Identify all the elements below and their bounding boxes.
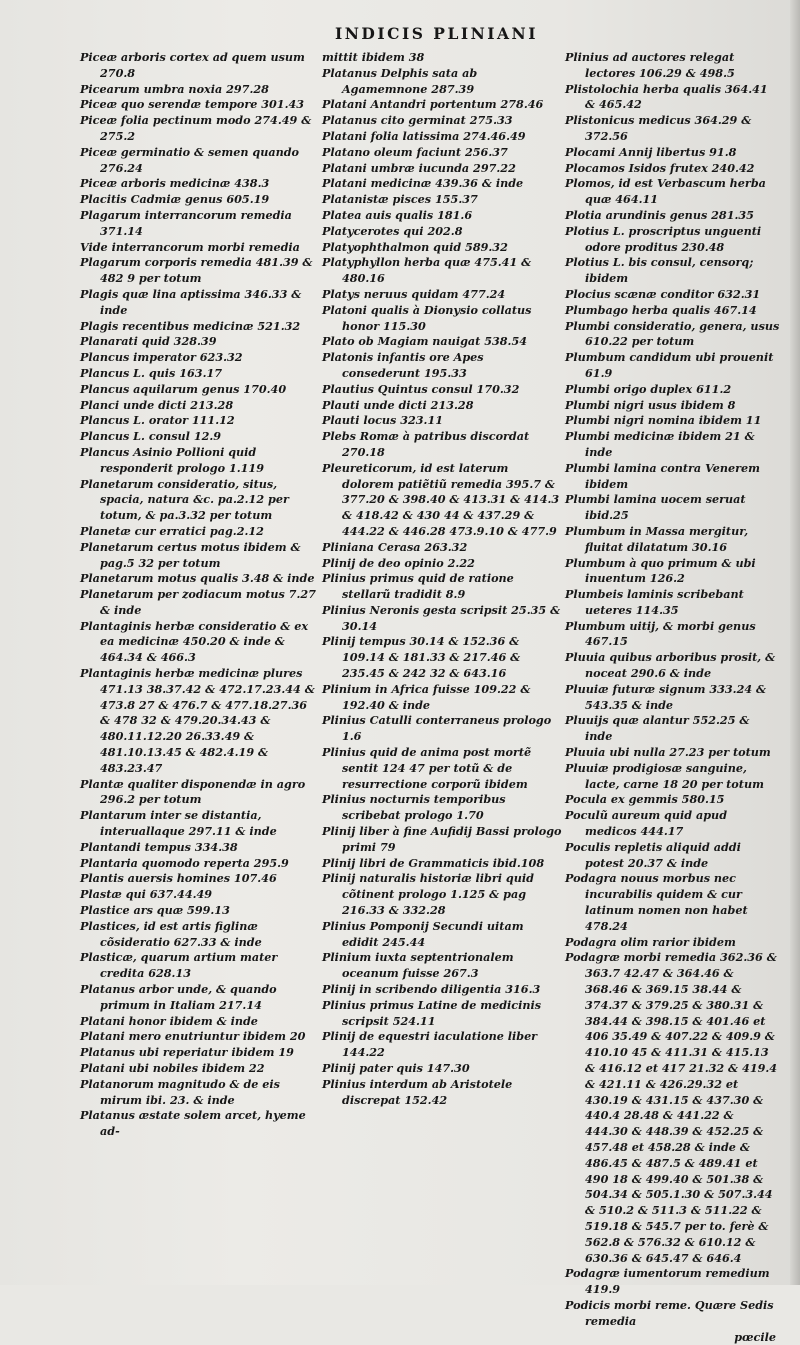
index-entry: Plotius L. bis consul, censorq; ibidem	[565, 255, 754, 286]
index-entry: Planarati quid 328.39	[80, 334, 217, 349]
index-entry: Pluuia ubi nulla 27.23 per totum	[565, 745, 771, 760]
index-entry: Planci unde dicti 213.28	[80, 397, 234, 412]
index-entry: Plinius nocturnis temporibus scribebat prologo 1.70	[322, 792, 506, 823]
index-entry: Plinij pater quis 147.30	[322, 1061, 470, 1075]
index-entry: Pliniana Cerasa 263.32	[322, 539, 468, 554]
page-edge	[790, 0, 800, 1285]
index-entry: Poculis repletis aliquid addi potest 20.37 & inde	[565, 839, 741, 870]
index-entry: Platyphyllon herba quæ 475.41 & 480.16	[322, 255, 532, 286]
index-entry: Pocula ex gemmis 580.15	[565, 792, 725, 807]
index-entry: Plumbi lamina uocem seruat ibid.25	[565, 492, 746, 523]
index-entry: Plebs Romæ à patribus discordat 270.18	[322, 429, 530, 459]
index-entry: Plotius L. proscriptus unguenti odore proditus 230.48	[565, 223, 762, 254]
index-entry: Plumbi lamina contra Venerem ibidem	[565, 460, 760, 491]
index-entry: Placitis Cadmiæ genus 605.19	[80, 192, 270, 207]
index-entry: Plinius primus Latine de medicinis scripsit 524.11	[322, 997, 542, 1028]
index-entry: Planetarum certus motus ibidem & pag.5 32 per totum	[80, 539, 301, 570]
index-entry: Plinij de deo opinio 2.22	[322, 555, 475, 570]
index-entry: Plistolochia herba qualis 364.41 & 465.42	[565, 81, 768, 112]
index-entry: Plautius Quintus consul 170.32	[322, 381, 520, 396]
index-entry: Planetæ cur erratici pag.2.12	[80, 523, 264, 538]
index-entry: Plato ob Magiam nauigat 538.54	[322, 334, 528, 349]
index-entry: Plumbum uitij, & morbi genus 467.15	[565, 618, 756, 649]
index-entry: Vide interrancorum morbi remedia	[80, 239, 300, 254]
index-entry: Platea auis qualis 181.6	[322, 207, 473, 222]
index-entry: Plancus L. orator 111.12	[80, 413, 235, 428]
index-entry: Platani Antandri portentum 278.46	[322, 97, 544, 112]
index-entry: Plasticæ, quarum artium mater credita 628.13	[80, 950, 278, 981]
index-entry: Plumbi nigri usus ibidem 8	[565, 397, 736, 412]
index-entry: mittit ibidem 38	[322, 50, 425, 64]
index-entry: Podagra olim rarior ibidem	[565, 934, 736, 949]
index-entry: Plumbi origo duplex 611.2	[565, 381, 732, 396]
index-entry: Plauti unde dicti 213.28	[322, 397, 474, 412]
index-entry: Platycerotes qui 202.8	[322, 223, 463, 238]
index-entry: Platani medicinæ 439.36 & inde	[322, 176, 524, 191]
index-column-1	[80, 50, 318, 1140]
index-entry: Plumbeis laminis scribebant ueteres 114.35	[565, 587, 744, 617]
index-entry: Plantaginis herbæ medicinæ plures 471.13 38.37.42 & 472.17.23.44 & 473.8 27 & 476.7 & 477.18.27.36 & 478 32 & 479.20.34.43 & 480.11.12.20 26.33.49 & 481.10.13.45 & 482.4.19 & 483.23.47	[80, 666, 315, 775]
index-entry: Picearum umbra noxia 297.28	[80, 81, 269, 96]
index-entry: Platys neruus quidam 477.24	[322, 286, 506, 301]
index-entry: Platanistæ pisces 155.37	[322, 192, 478, 207]
index-entry: Planetarum motus qualis 3.48 & inde	[80, 571, 315, 586]
index-entry: Plinij libri de Grammaticis ibid.108	[322, 855, 545, 870]
index-entry: Pluuiæ futuræ signum 333.24 & 543.35 & inde	[565, 681, 767, 712]
index-entry: Piceæ germinatio & semen quando 276.24	[80, 144, 300, 175]
index-entry: Plotia arundinis genus 281.35	[565, 207, 754, 222]
index-entry: Plancus L. quis 163.17	[80, 365, 223, 380]
index-entry: Piceæ folia pectinum modo 274.49 & 275.2	[80, 113, 312, 143]
index-entry: Pluuia quibus arboribus prosit, & noceat 290.6 & inde	[565, 650, 776, 681]
index-entry: Plancus imperator 623.32	[80, 350, 243, 365]
index-entry: Platanus arbor unde, & quando primum in Italiam 217.14	[80, 982, 277, 1012]
index-entry: Platanus æstate solem arcet, hyeme ad-	[80, 1108, 306, 1139]
index-entry: Plocius scænæ conditor 632.31	[565, 286, 761, 301]
index-entry: Plantis auersis homines 107.46	[80, 871, 277, 886]
index-entry: Platanus ubi reperiatur ibidem 19	[80, 1045, 294, 1060]
index-entry: Plinius Pomponij Secundi uitam edidit 245.44	[322, 918, 524, 949]
index-entry: Plomos, id est Verbascum herba quæ 464.11	[565, 176, 766, 207]
index-entry: Platani mero enutriuntur ibidem 20	[80, 1029, 306, 1044]
index-entry: Platani umbræ iucunda 297.22	[322, 160, 516, 175]
index-entry: Plagarum corporis remedia 481.39 & 482 9 per totum	[80, 255, 313, 286]
index-entry: Podagræ morbi remedia 362.36 & 363.7 42.47 & 364.46 & 368.46 & 369.15 38.44 & 374.37 & 379.25 & 380.31 & 384.44 & 398.15 & 401.46 et 406 35.49 & 407.22 & 409.9 & 410.10 45 & 411.31 & 415.13 & 416.12 et 417 21.32 & 419.4 & 421.11 & 426.29.32 et 430.19 & 431.15 & 437.30 & 440.4 28.48 & 441.22 & 444.30 & 448.39 & 452.25 & 457.48 et 458.28 & inde & 486.45 & 487.5 & 489.41 et 490 18 & 499.40 & 501.38 & 504.34 & 505.1.30 & 507.3.44 & 510.2 & 511.3 & 511.22 & 519.18 & 545.7 per to. ferè & 562.8 & 576.32 & 610.12 & 630.36 & 645.47 & 646.4	[565, 950, 778, 1265]
index-entry: Plumbum candidum ubi prouenit 61.9	[565, 350, 774, 380]
index-entry: Plastices, id est artis figlinæ cõsideratio 627.33 & inde	[80, 918, 262, 949]
index-entry: Platano oleum faciunt 256.37	[322, 144, 508, 159]
index-entry: Platonis infantis ore Apes consederunt 195.33	[322, 350, 484, 380]
index-entry: Platani ubi nobiles ibidem 22	[80, 1061, 265, 1075]
index-entry: Plantarum inter se distantia, interuallaque 297.11 & inde	[80, 808, 277, 839]
index-entry: Plancus aquilarum genus 170.40	[80, 381, 287, 396]
index-entry: Plinius quid de anima post mortẽ sentit 124 47 per totũ & de resurrectione corporũ ibidem	[322, 745, 532, 791]
index-entry: Plinij tempus 30.14 & 152.36 & 109.14 & 181.33 & 217.46 & 235.45 & 242 32 & 643.16	[322, 634, 521, 681]
running-head: INDICIS PLINIANI	[335, 24, 538, 43]
index-entry: Plantaria quomodo reperta 295.9	[80, 855, 289, 870]
index-entry: Plauti locus 323.11	[322, 413, 444, 428]
index-entry: Piceæ arboris medicinæ 438.3	[80, 176, 270, 191]
index-entry: pœcile	[734, 1329, 776, 1344]
index-entry: Plastice ars quæ 599.13	[80, 903, 230, 918]
index-entry: Plancus Asinio Pollioni quid responderit prologo 1.119	[80, 444, 264, 475]
index-entry: Podagra nouus morbus nec incurabilis quidem & cur latinum nomen non habet 478.24	[565, 871, 748, 933]
index-entry: Podagræ iumentorum remedium 419.9	[565, 1266, 770, 1297]
index-entry: Plumbi nigri nomina ibidem 11	[565, 413, 762, 428]
index-entry: Piceæ quo serendæ tempore 301.43	[80, 97, 305, 112]
index-entry: Platani folia latissima 274.46.49	[322, 128, 526, 143]
index-entry: Plinij de equestri iaculatione liber 144.22	[322, 1029, 538, 1060]
index-entry: Piceæ arboris cortex ad quem usum 270.8	[80, 50, 305, 80]
index-entry: Platanus cito germinat 275.33	[322, 113, 513, 128]
index-entry: Platyophthalmon quid 589.32	[322, 239, 508, 254]
index-entry: Plinij naturalis historiæ libri quid cõtinent prologo 1.125 & pag 216.33 & 332.28	[322, 871, 534, 918]
index-entry: Plinij in scribendo diligentia 316.3	[322, 982, 541, 997]
index-entry: Plumbago herba qualis 467.14	[565, 302, 757, 317]
index-entry: Poculũ aureum quid apud medicos 444.17	[565, 808, 728, 839]
index-entry: Plinium iuxta septentrionalem oceanum fuisse 267.3	[322, 950, 514, 981]
index-entry: Platanorum magnitudo & de eis mirum ibi. 23. & inde	[80, 1076, 280, 1107]
index-entry: Plumbum à quo primum & ubi inuentum 126.2	[565, 555, 756, 586]
index-entry: Planetarum per zodiacum motus 7.27 & inde	[80, 587, 316, 617]
index-entry: Plantandi tempus 334.38	[80, 839, 238, 854]
index-entry: Platoni qualis à Dionysio collatus honor 115.30	[322, 302, 532, 333]
index-entry: Plocami Annij libertus 91.8	[565, 144, 737, 159]
index-entry: Plantaginis herbæ consideratio & ex ea medicinæ 450.20 & inde & 464.34 & 466.3	[80, 618, 308, 665]
index-entry: Pluuiæ prodigiosæ sanguine, lacte, carne 18 20 per totum	[565, 760, 764, 791]
index-entry: Plantæ qualiter disponendæ in agro 296.2 per totum	[80, 776, 306, 807]
index-entry: Pluuijs quæ alantur 552.25 & inde	[565, 713, 750, 744]
index-column-2	[322, 50, 562, 1108]
index-entry: Platanus Delphis sata ab Agamemnone 287.39	[322, 65, 478, 96]
index-entry: Plagarum interrancorum remedia 371.14	[80, 207, 292, 238]
index-entry: Plinius primus quid de ratione stellarũ tradidit 8.9	[322, 571, 514, 602]
index-entry: Plancus L. consul 12.9	[80, 429, 222, 444]
index-entry: Plumbi consideratio, genera, usus 610.22 per totum	[565, 318, 780, 349]
index-entry: Platani honor ibidem & inde	[80, 1013, 258, 1028]
index-entry: Plinium in Africa fuisse 109.22 & 192.40 & inde	[322, 681, 531, 712]
index-entry: Plinius ad auctores relegat lectores 106.29 & 498.5	[565, 50, 735, 80]
index-entry: Plistonicus medicus 364.29 & 372.56	[565, 113, 752, 143]
index-column-3	[565, 50, 780, 1345]
index-entry: Plinius interdum ab Aristotele discrepat 152.42	[322, 1076, 513, 1107]
index-entry: Planetarum consideratio, situs, spacia, natura &c. pa.2.12 per totum, & pa.3.32 per totum	[80, 476, 289, 523]
index-entry: Plinius Neronis gesta scripsit 25.35 & 30.14	[322, 602, 561, 633]
index-entry: Plinij liber à fine Aufidij Bassi prologo primi 79	[322, 824, 562, 854]
index-entry: Plastæ qui 637.44.49	[80, 887, 213, 902]
index-entry: Pleureticorum, id est laterum dolorem patiẽtiũ remedia 395.7 & 377.20 & 398.40 & 413.31 & 414.3 & 418.42 & 430 44 & 437.29 & 444.22 & 446.28 473.9.10 & 477.9	[322, 460, 560, 538]
index-entry: Plumbum in Massa mergitur, fluitat dilatatum 30.16	[565, 523, 749, 554]
index-entry: Plinius Catulli conterraneus prologo 1.6	[322, 713, 552, 744]
index-entry: Plagis quæ lina aptissima 346.33 & inde	[80, 286, 302, 317]
index-entry: Plocamos Isidos frutex 240.42	[565, 160, 755, 175]
index-entry: Plumbi medicinæ ibidem 21 & inde	[565, 429, 755, 459]
index-entry: Podicis morbi reme. Quære Sedis remedia	[565, 1297, 774, 1328]
index-entry: Plagis recentibus medicinæ 521.32	[80, 318, 301, 333]
